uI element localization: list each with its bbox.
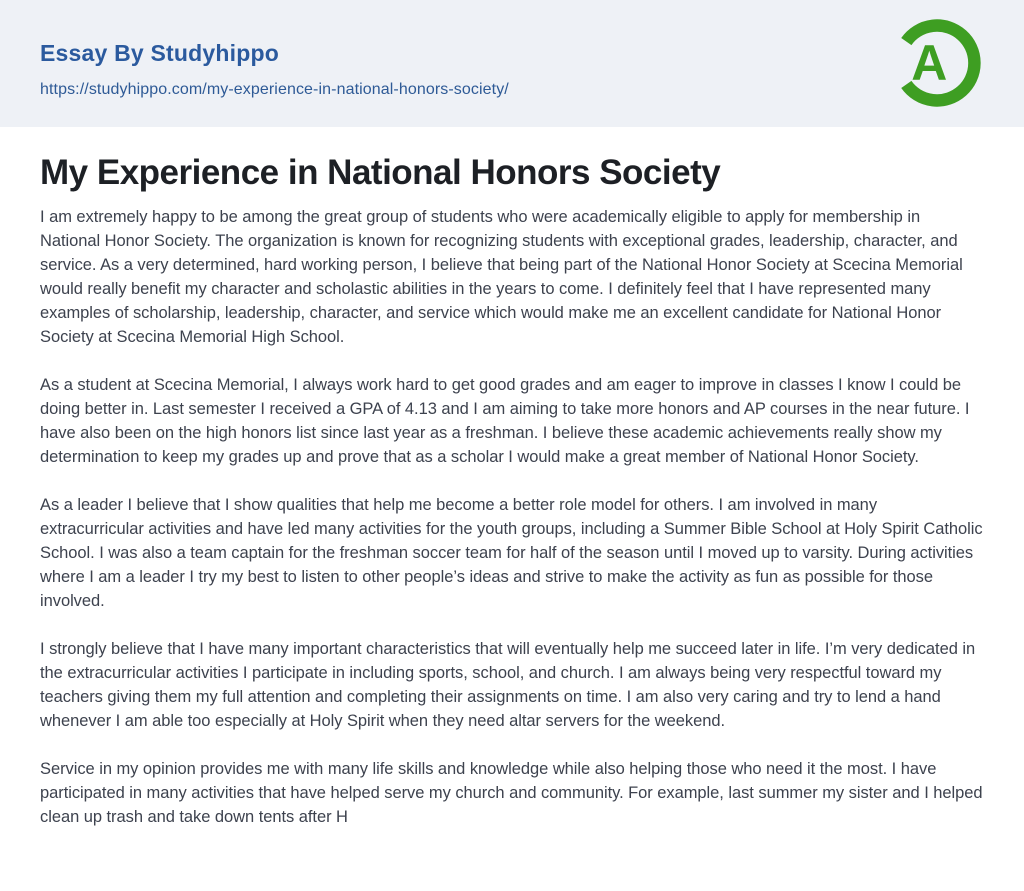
article (0, 127, 1024, 829)
paragraph-2: As a student at Scecina Memorial, I always work hard to get good grades and am eager to improve in classes I know I could be doing better in. Last semester I received a GPA of 4.13 and I am aiming to take more honors and AP courses in the near future. I have also been on the high honors list since last year as a freshman. I believe these academic achievements really show my determination to keep my grades up and prove that as a scholar I would make a great member of National Honor Society. (40, 376, 970, 466)
studyhippo-logo-icon (889, 15, 985, 111)
paragraph-4: I strongly believe that I have many important characteristics that will eventually help me succeed later in life. I’m very dedicated in the extracurricular activities I participate in including sports, school, and church. I am always being very respectful toward my teachers giving them my full attention and completing their assignments on time. I am also very caring and try to lend a hand whenever I am able too especially at Holy Spirit when they need altar servers for the weekend. (40, 640, 976, 730)
header-text-block (40, 40, 984, 99)
header (0, 0, 1024, 127)
source-url-link[interactable]: https://studyhippo.com/my-experience-in-national-honors-society/ (40, 81, 509, 98)
site-title: Essay By Studyhippo (40, 40, 279, 66)
article-title: My Experience in National Honors Society (40, 153, 721, 192)
paragraph-5: Service in my opinion provides me with many life skills and knowledge while also helping those who need it the most. I have participated in many activities that have helped serve my church and community. For example, last summer my sister and I helped clean up trash and take down tents after H (40, 760, 983, 826)
paragraph-3: As a leader I believe that I show qualities that help me become a better role model for others. I am involved in many extracurricular activities and have led many activities for the youth groups, including a Summer Bible School at Holy Spirit Catholic School. I was also a team captain for the freshman soccer team for half of the season until I moved up to varsity. During activities where I am a leader I try my best to listen to other people’s ideas and strive to make the activity as fun as possible for those involved. (40, 496, 983, 610)
paragraph-1: I am extremely happy to be among the great group of students who were academically eligible to apply for membership in National Honor Society. The organization is known for recognizing students with exceptional grades, leadership, character, and service. As a very determined, hard working person, I believe that being part of the National Honor Society at Scecina Memorial would really benefit my character and scholastic abilities in the years to come. I definitely feel that I have represented many examples of scholarship, leadership, character, and service which would make me an excellent candidate for National Honor Society at Scecina Memorial High School. (40, 208, 963, 346)
logo-letter: A (911, 34, 948, 91)
